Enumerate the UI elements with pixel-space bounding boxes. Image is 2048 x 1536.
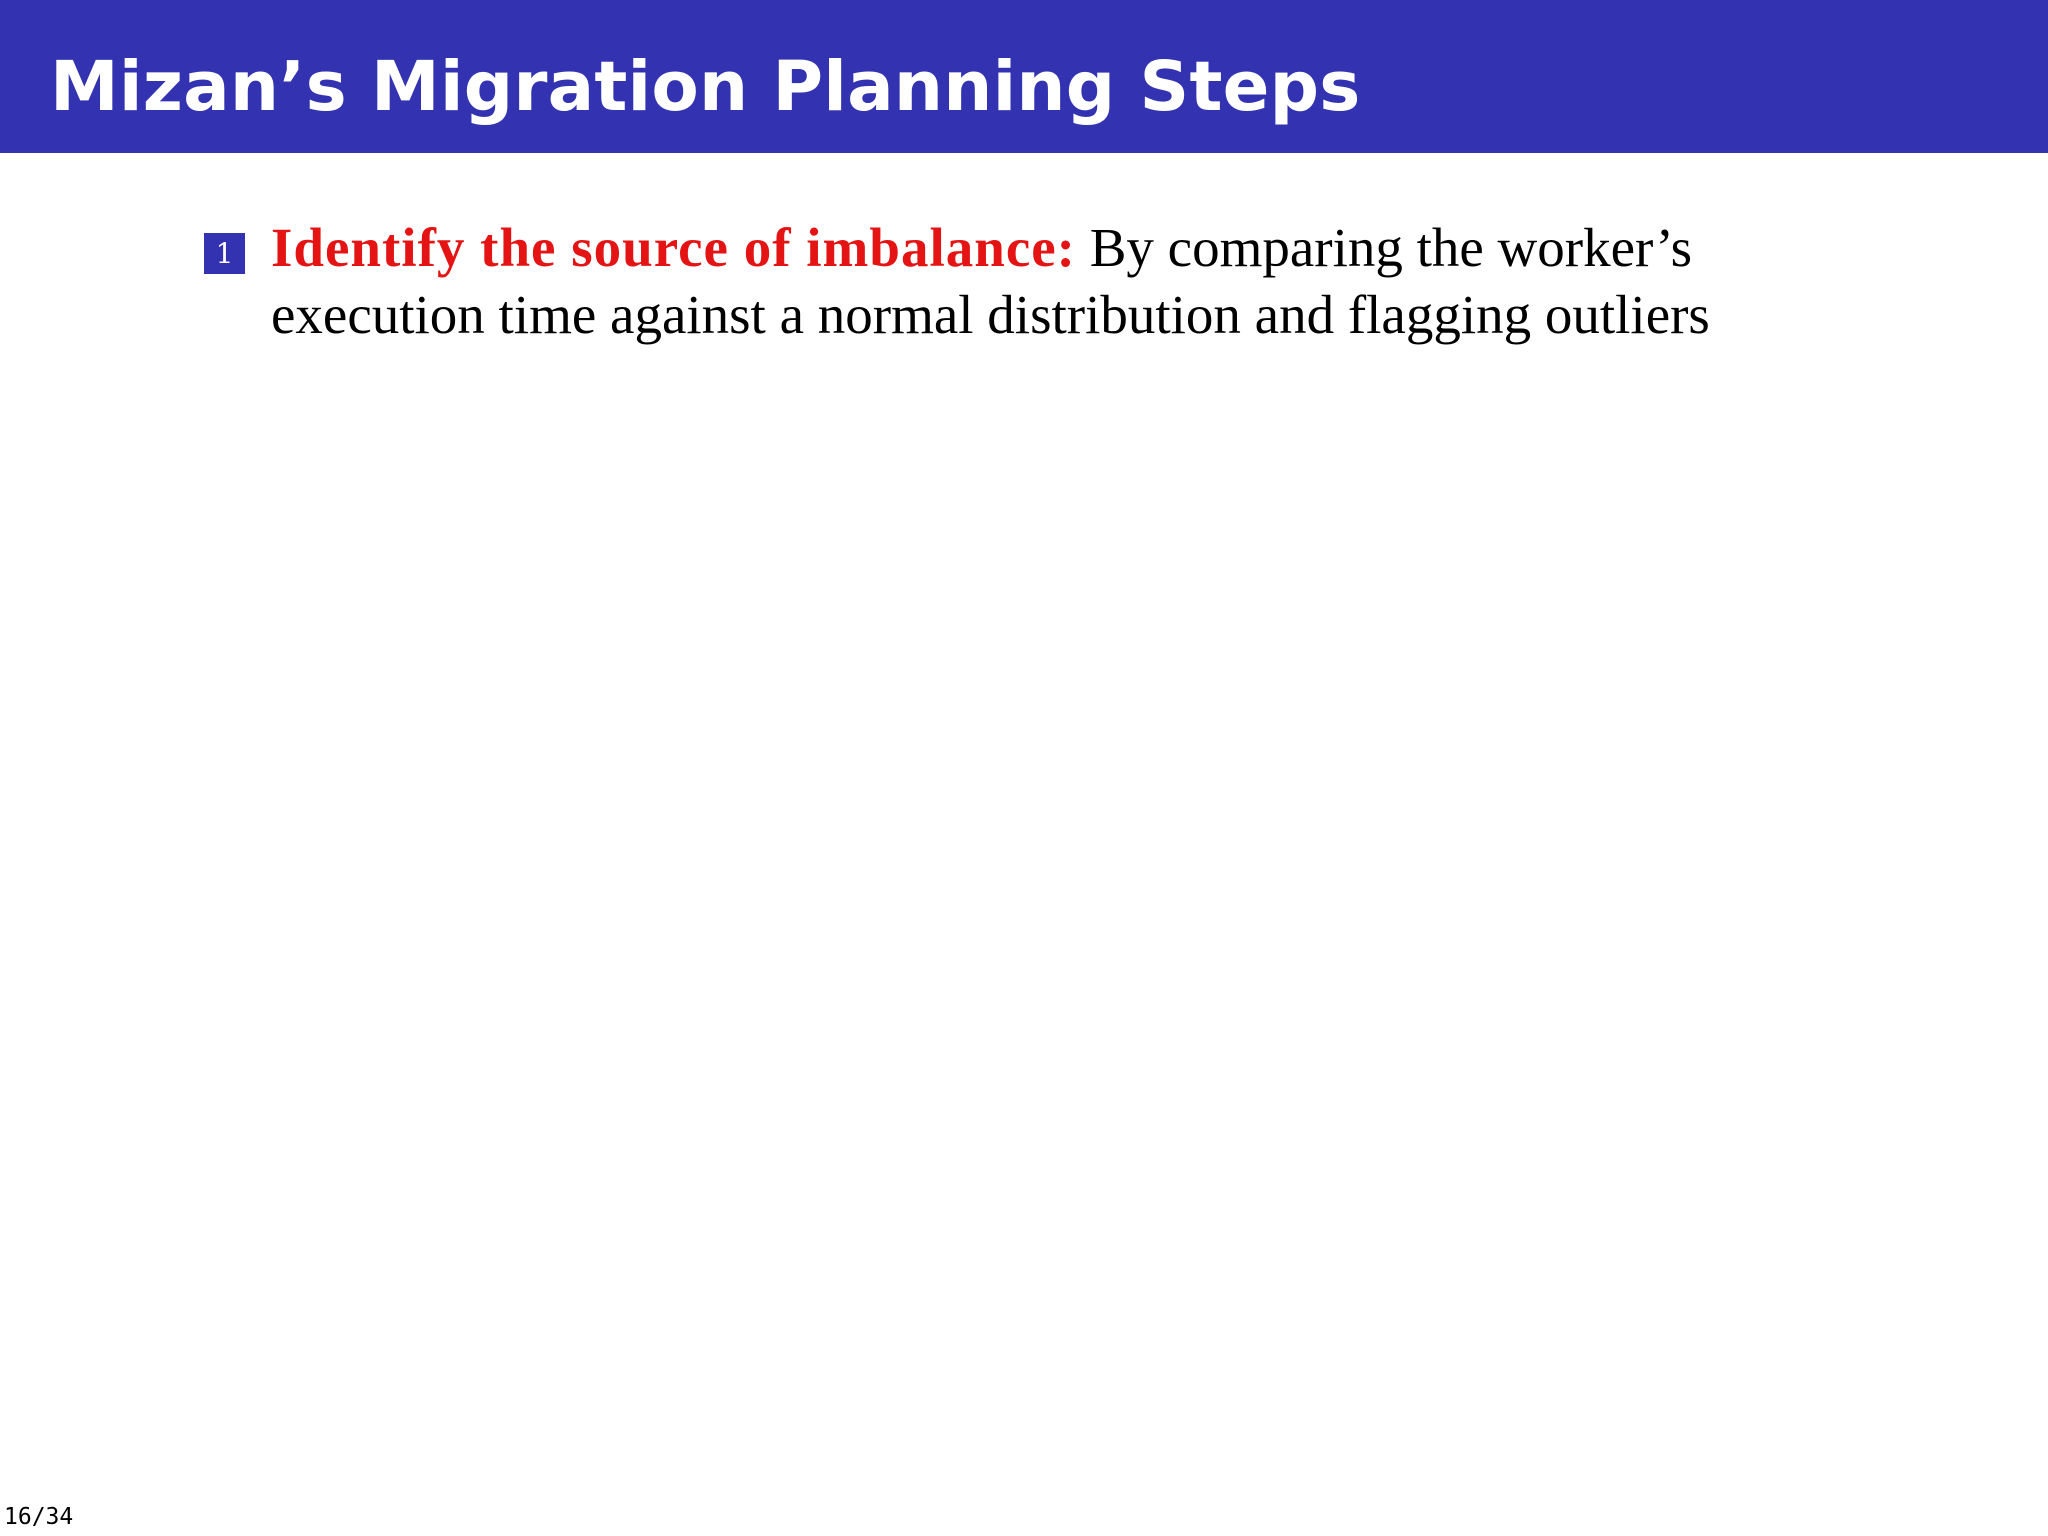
page-number: 16/34	[4, 1504, 74, 1530]
item-text-line-2: execution time against a normal distribution and flagging outliers	[271, 284, 1710, 345]
item-text-line-1	[271, 214, 1692, 282]
item-heading: Identify the source of imbalance:	[271, 217, 1076, 278]
title-bar	[0, 0, 2048, 153]
item-text-start: By comparing the worker’s	[1089, 217, 1693, 278]
slide-title: Mizan’s Migration Planning Steps	[50, 47, 1361, 127]
item-number-badge: 1	[204, 233, 245, 274]
